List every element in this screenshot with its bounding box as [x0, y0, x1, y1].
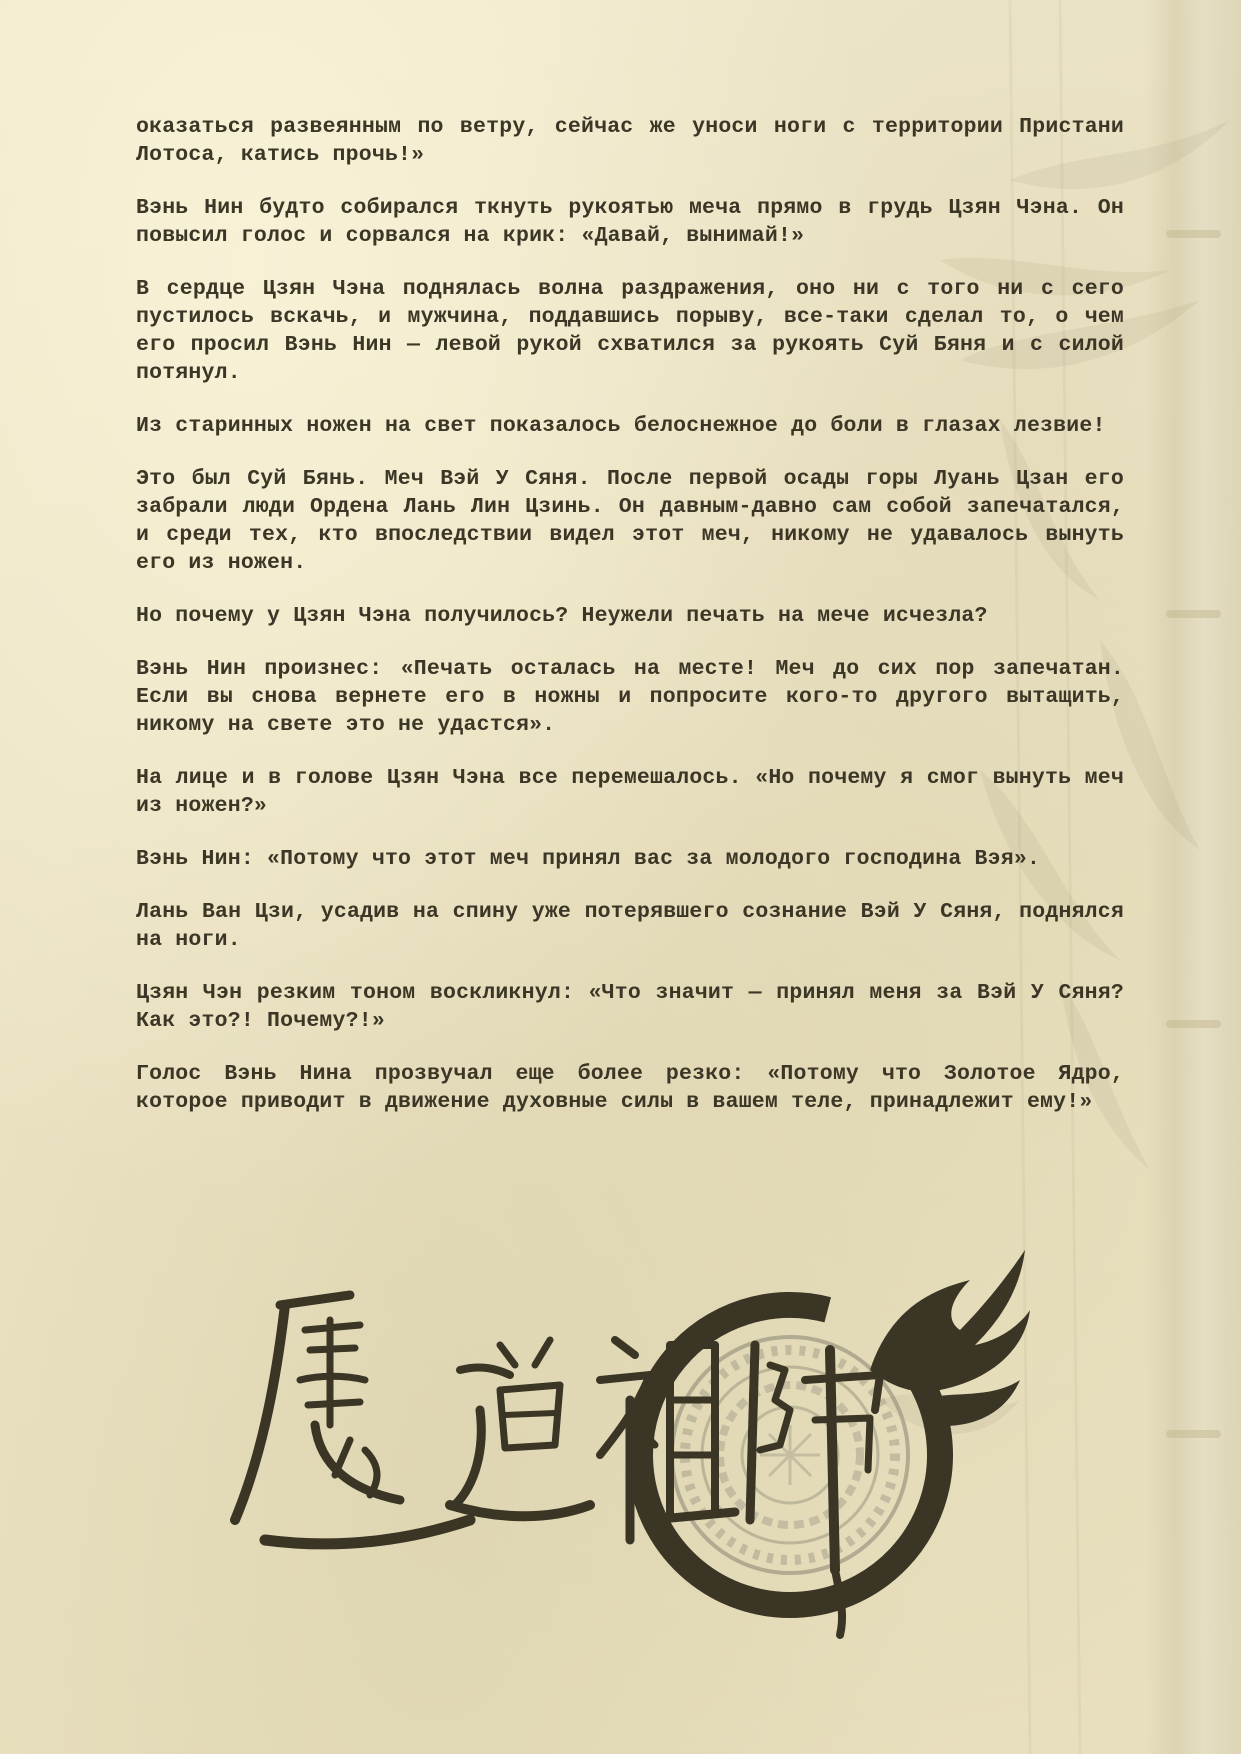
mo-dao-zu-shi-logo: [230, 1250, 1050, 1640]
chapter-text: [136, 113, 1124, 1141]
bamboo-stalk-decoration: [1146, 0, 1241, 1754]
paragraph: На лице и в голове Цзян Чэна все перемешалось. «Но почему я смог вынуть меч из ножен?»: [136, 766, 1124, 818]
paragraph: оказаться развеянным по ветру, сейчас же уноси ноги с территории Пристани Лотоса, катись прочь!»: [136, 115, 1124, 167]
paragraph: Это был Суй Бянь. Меч Вэй У Сяня. После первой осады горы Луань Цзан его забрали люди Ордена Лань Лин Цзинь. Он давным-давно сам собой запечатался, и среди тех, кто впоследствии видел этот меч, никому не удавалось вынуть его из ножен.: [136, 467, 1124, 575]
calligraphy-characters: [235, 1295, 880, 1635]
paragraph: Лань Ван Цзи, усадив на спину уже потерявшего сознание Вэй У Сяня, поднялся на ноги.: [136, 900, 1124, 952]
paragraph: Голос Вэнь Нина прозвучал еще более резко: «Потому что Золотое Ядро, которое приводит в движение духовные силы в вашем теле, принадлежит ему!»: [136, 1062, 1124, 1114]
bamboo-node: [1166, 1020, 1221, 1028]
paragraph: Из старинных ножен на свет показалось белоснежное до боли в глазах лезвие!: [136, 414, 1106, 438]
bamboo-node: [1166, 230, 1221, 238]
paragraph: Вэнь Нин произнес: «Печать осталась на месте! Меч до сих пор запечатан. Если вы снова вернете его в ножны и попросите кого-то другого вытащить, никому на свете это не удастся».: [136, 657, 1124, 737]
paragraph: В сердце Цзян Чэна поднялась волна раздражения, оно ни с того ни с сего пустилось вскачь, и мужчина, поддавшись порыву, все-таки сделал то, о чем его просил Вэнь Нин — левой рукой схватился за рукоять Суй Бяня и с силой потянул.: [136, 277, 1124, 385]
bamboo-node: [1166, 1430, 1221, 1438]
paragraph: Вэнь Нин будто собирался ткнуть рукоятью меча прямо в грудь Цзян Чэна. Он повысил голос и сорвался на крик: «Давай, вынимай!»: [136, 196, 1124, 248]
paragraph: Но почему у Цзян Чэна получилось? Неужели печать на мече исчезла?: [136, 604, 988, 628]
paragraph: Вэнь Нин: «Потому что этот меч принял вас за молодого господина Вэя».: [136, 847, 1041, 871]
paragraph: Цзян Чэн резким тоном воскликнул: «Что значит — принял меня за Вэй У Сяня? Как это?! Почему?!»: [136, 981, 1124, 1033]
bamboo-node: [1166, 610, 1221, 618]
